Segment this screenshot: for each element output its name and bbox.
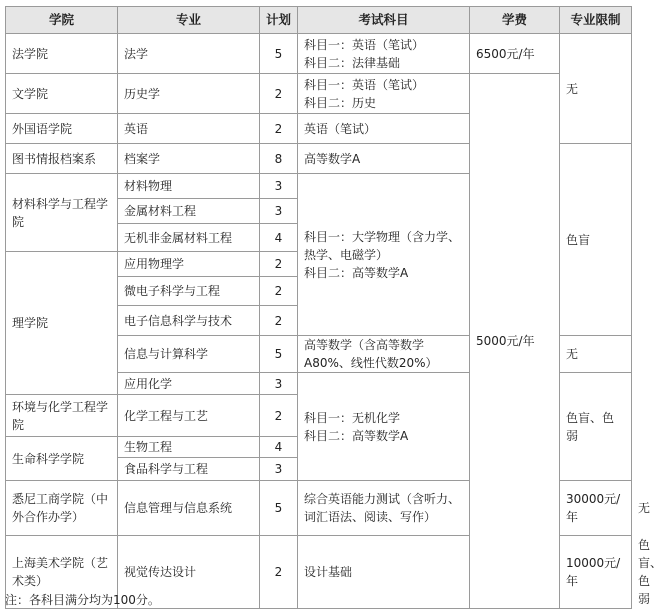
table-row: 上海美术学院（艺术类） 视觉传达设计 2 设计基础 10000元/年 色盲、色弱 (6, 536, 632, 609)
exam-cell: 英语（笔试） (298, 114, 470, 144)
major-cell: 英语 (118, 114, 260, 144)
college-cell: 上海美术学院（艺术类） (6, 536, 118, 609)
plan-cell: 5 (260, 34, 298, 74)
enrollment-table (5, 6, 662, 609)
college-cell: 材料科学与工程学院 (6, 174, 118, 252)
major-cell: 生物工程 (118, 437, 260, 458)
header-college: 学院 (6, 7, 118, 34)
plan-cell: 2 (260, 74, 298, 114)
exam-cell: 综合英语能力测试（含听力、词汇语法、阅读、写作） (298, 481, 470, 536)
major-cell: 化学工程与工艺 (118, 395, 260, 437)
fee-cell: 30000元/年 (560, 481, 632, 536)
exam-cell (298, 373, 470, 481)
limit-cell: 色盲、色弱 (560, 373, 632, 481)
plan-cell: 2 (260, 114, 298, 144)
limit-cell: 无 (560, 34, 632, 144)
major-cell: 电子信息科学与技术 (118, 306, 260, 336)
major-cell: 金属材料工程 (118, 199, 260, 224)
college-cell: 法学院 (6, 34, 118, 74)
exam-line: 科目一：英语（笔试） (304, 77, 425, 92)
plan-cell: 4 (260, 224, 298, 252)
plan-cell: 3 (260, 174, 298, 199)
exam-line: 科目一：大学物理（含力学、热学、电磁学） (304, 229, 461, 262)
exam-line: 科目二：高等数学A (304, 265, 409, 280)
major-cell: 微电子科学与工程 (118, 277, 260, 306)
plan-cell: 2 (260, 536, 298, 609)
college-cell: 环境与化学工程学院 (6, 395, 118, 437)
exam-line: 科目二：法律基础 (304, 55, 401, 70)
exam-cell: 高等数学A (298, 144, 470, 174)
header-plan: 计划 (260, 7, 298, 34)
major-cell: 材料物理 (118, 174, 260, 199)
exam-cell (298, 74, 470, 114)
exam-line: 科目一：无机化学 (304, 410, 401, 425)
exam-cell: 高等数学（含高等数学A80%、线性代数20%） (298, 336, 470, 373)
header-exam: 考试科目 (298, 7, 470, 34)
plan-cell: 3 (260, 373, 298, 395)
major-cell: 视觉传达设计 (118, 536, 260, 609)
exam-line: 科目二：高等数学A (304, 428, 409, 443)
header-row (6, 7, 632, 34)
header-major: 专业 (118, 7, 260, 34)
college-cell: 图书情报档案系 (6, 144, 118, 174)
major-cell: 法学 (118, 34, 260, 74)
plan-cell: 3 (260, 199, 298, 224)
plan-cell: 2 (260, 395, 298, 437)
fee-cell: 10000元/年 (560, 536, 632, 609)
major-cell: 信息管理与信息系统 (118, 481, 260, 536)
limit-cell: 无 (560, 336, 632, 373)
table-row (6, 74, 632, 114)
table-row: 悉尼工商学院（中外合作办学） 信息管理与信息系统 5 综合英语能力测试（含听力、词汇语法、阅读、写作） 30000元/年 无 (6, 481, 632, 536)
header-fee: 学费 (470, 7, 560, 34)
major-cell: 历史学 (118, 74, 260, 114)
table-row (6, 34, 632, 74)
exam-line: 科目一：英语（笔试） (304, 37, 425, 52)
plan-cell: 2 (260, 306, 298, 336)
major-cell: 应用化学 (118, 373, 260, 395)
fee-cell: 5000元/年 (470, 74, 560, 609)
exam-cell: 设计基础 (298, 536, 470, 609)
college-cell: 悉尼工商学院（中外合作办学） (6, 481, 118, 536)
plan-cell: 5 (260, 336, 298, 373)
major-cell: 信息与计算科学 (118, 336, 260, 373)
plan-cell: 4 (260, 437, 298, 458)
header-limit: 专业限制 (560, 7, 632, 34)
major-cell: 档案学 (118, 144, 260, 174)
plan-cell: 5 (260, 481, 298, 536)
limit-cell: 色盲 (560, 144, 632, 336)
plan-cell: 2 (260, 277, 298, 306)
exam-cell (298, 174, 470, 336)
major-cell: 食品科学与工程 (118, 458, 260, 481)
college-cell: 外国语学院 (6, 114, 118, 144)
major-cell: 无机非金属材料工程 (118, 224, 260, 252)
college-cell: 文学院 (6, 74, 118, 114)
plan-cell: 2 (260, 252, 298, 277)
college-cell: 生命科学学院 (6, 437, 118, 481)
exam-line: 科目二：历史 (304, 95, 377, 110)
plan-cell: 3 (260, 458, 298, 481)
college-cell: 理学院 (6, 252, 118, 395)
major-cell: 应用物理学 (118, 252, 260, 277)
footnote: 注：各科目满分均为100分。 (5, 593, 160, 607)
fee-cell: 6500元/年 (470, 34, 560, 74)
plan-cell: 8 (260, 144, 298, 174)
exam-cell (298, 34, 470, 74)
